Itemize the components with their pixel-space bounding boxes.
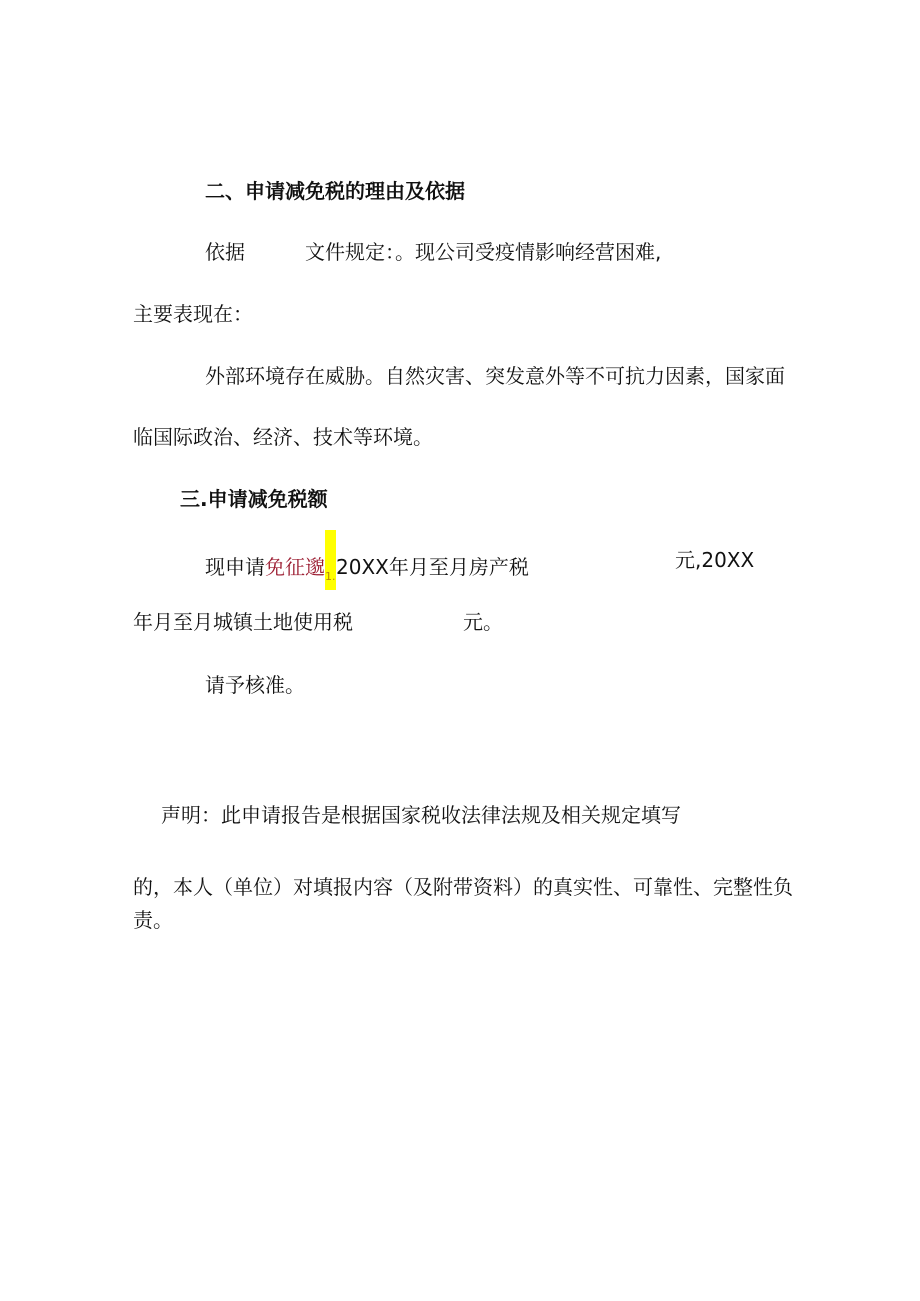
main-manifestation-line: 主要表现在：	[133, 302, 253, 326]
declaration-line-3: 责。	[133, 908, 173, 932]
highlight-mark	[325, 530, 336, 590]
section-2-heading: 二、申请减免税的理由及依据	[205, 179, 465, 203]
declaration-line-1: 声明：此申请报告是根据国家税收法律法规及相关规定填写	[161, 803, 681, 827]
apply-rest: 20XX年月至月房产税	[336, 555, 529, 579]
section-3-heading: 三.申请减免税额	[180, 487, 328, 511]
highlight-mark-text: 1.	[325, 570, 336, 583]
external-env-line-2: 临国际政治、经济、技术等环境。	[133, 425, 433, 449]
apply-red-text: 免征邈	[265, 555, 325, 579]
apply-line-2-yuan: 元。	[463, 610, 503, 634]
apply-line-1	[205, 547, 529, 590]
apply-prefix: 现申请	[205, 555, 265, 579]
apply-line-2: 年月至月城镇土地使用税	[133, 610, 353, 634]
basis-text: 文件规定：。现公司受疫情影响经营困难,	[305, 240, 662, 264]
declaration-line-2: 的，本人（单位）对填报内容（及附带资料）的真实性、可靠性、完整性负	[133, 875, 793, 899]
external-env-line-1: 外部环境存在威胁。自然灾害、突发意外等不可抗力因素，国家面	[205, 364, 785, 388]
approve-line: 请予核准。	[205, 673, 305, 697]
apply-yuan-year: 元,20XX	[675, 548, 755, 572]
basis-label: 依据	[205, 240, 245, 264]
